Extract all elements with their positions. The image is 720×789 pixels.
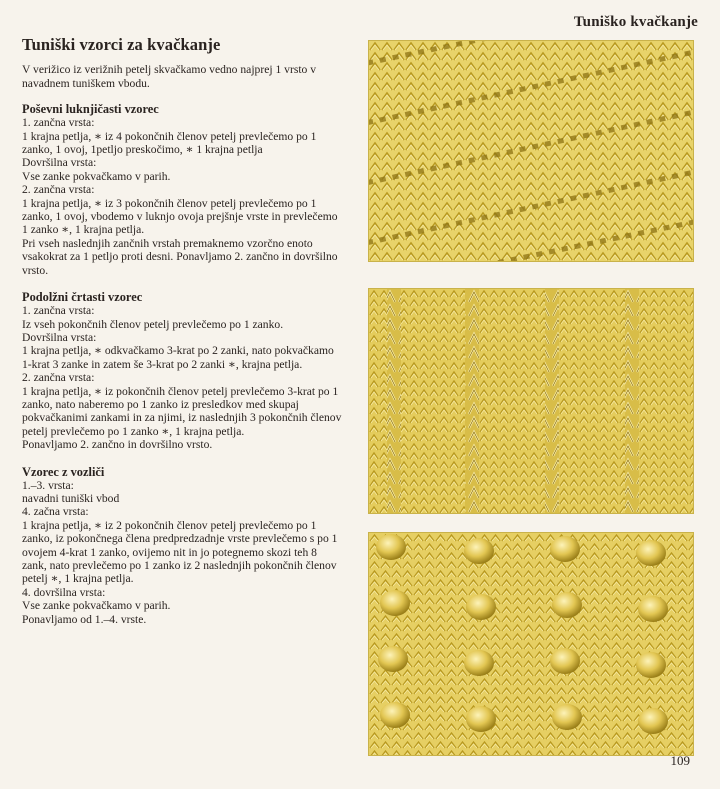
pattern-line: 1 krajna petlja, ∗ iz 4 pokončnih členov petelj prevlečemo po 1 zanko, 1 ovoj, 1petljo preskočimo, ∗ 1 krajna petlja [22, 129, 317, 157]
intro-paragraph: V verižico iz verižnih petelj skvačkamo vedno najprej 1 vrsto v navadnem tuniškem vbodu. [22, 63, 317, 90]
pattern-line: Vse zanke pokvačkamo v parih. [22, 599, 171, 613]
pattern-line: Vse zanke pokvačkamo v parih. [22, 169, 171, 183]
pattern-section-bobbles [22, 465, 344, 626]
pattern-line: 1.–3. vrsta: [22, 478, 74, 492]
swatch-stripes-art [369, 289, 693, 513]
swatch-photo-diagonal-lace [368, 40, 694, 262]
swatch-photo-vertical-stripes [368, 288, 694, 514]
pattern-line: navadni tuniški vbod [22, 491, 120, 505]
pattern-title: Vzorec z vozliči [22, 464, 105, 479]
pattern-line: 1 krajna petlja, ∗ iz 2 pokončnih členov petelj prevlečemo po 1 zanko, iz pokončnega člena predpredzadnje vrste prevlečemo s po 1 ovojem 4-krat 1 zanko, ovijemo nit in jo potegnemo skozi teh 8 zank, nato prevlečemo po 1 zanko iz 2 naslednjih pokončnih členov petelj ∗, 1 krajna petlja. [22, 518, 338, 586]
pattern-line: 2. zančna vrsta: [22, 183, 95, 197]
pattern-section-diagonal [22, 102, 344, 277]
text-column [22, 35, 344, 639]
pattern-title: Poševni luknjičasti vzorec [22, 102, 159, 117]
pattern-line: 1. zančna vrsta: [22, 304, 95, 318]
pattern-line: Pri vseh naslednjih zančnih vrstah premaknemo vzorčno enoto vsakokrat za 1 petljo proti desni. Ponavljamo 2. zančno in dovršilno vrsto. [22, 236, 338, 277]
swatch-diagonal-art [369, 41, 693, 261]
swatch-photo-bobbles [368, 532, 694, 756]
pattern-line: 4. začna vrsta: [22, 505, 89, 519]
page-title: Tuniški vzorci za kvačkanje [22, 35, 221, 54]
pattern-line: Iz vseh pokončnih členov petelj prevlečemo po 1 zanko. [22, 317, 284, 331]
pattern-line: 4. dovršilna vrsta: [22, 585, 106, 599]
page-number: 109 [670, 753, 690, 768]
pattern-line: 1 krajna petlja, ∗ iz 3 pokončnih členov petelj prevlečemo po 1 zanko, 1 ovoj, vbodemo v luknjo ovoja prejšnje vrste in prevlečemo 1 zanko ∗, 1 krajna petlja. [22, 196, 338, 237]
pattern-line: Ponavljamo od 1.–4. vrste. [22, 612, 147, 626]
pattern-title: Podolžni črtasti vzorec [22, 290, 143, 305]
swatch-bobbles-art [369, 533, 693, 755]
pattern-line: Dovršilna vrsta: [22, 156, 97, 170]
pattern-line: 2. zančna vrsta: [22, 371, 95, 385]
pattern-line: 1 krajna petlja, ∗ odkvačkamo 3-krat po 2 zanki, nato pokvačkamo 1-krat 3 zanke in zatem še 3-krat po 2 zanki ∗, krajna petlja. [22, 344, 334, 371]
pattern-line: Dovršilna vrsta: [22, 330, 97, 344]
running-title: Tuniško kvačkanje [573, 14, 698, 30]
pattern-line: Ponavljamo 2. zančno in dovršilno vrsto. [22, 438, 213, 452]
pattern-line: 1. zančna vrsta: [22, 116, 95, 130]
pattern-section-stripes [22, 290, 344, 451]
pattern-line: 1 krajna petlja, ∗ iz pokončnih členov petelj prevlečemo 3-krat po 1 zanko, nato naberemo po 1 zanko iz presledkov med skupaj pokvačkanimi zankami in za njimi, iz naslednjih 3 pokončnih členov petelj prevlečemo po 1 zanko ∗, 1 krajna petlja. [22, 384, 342, 438]
